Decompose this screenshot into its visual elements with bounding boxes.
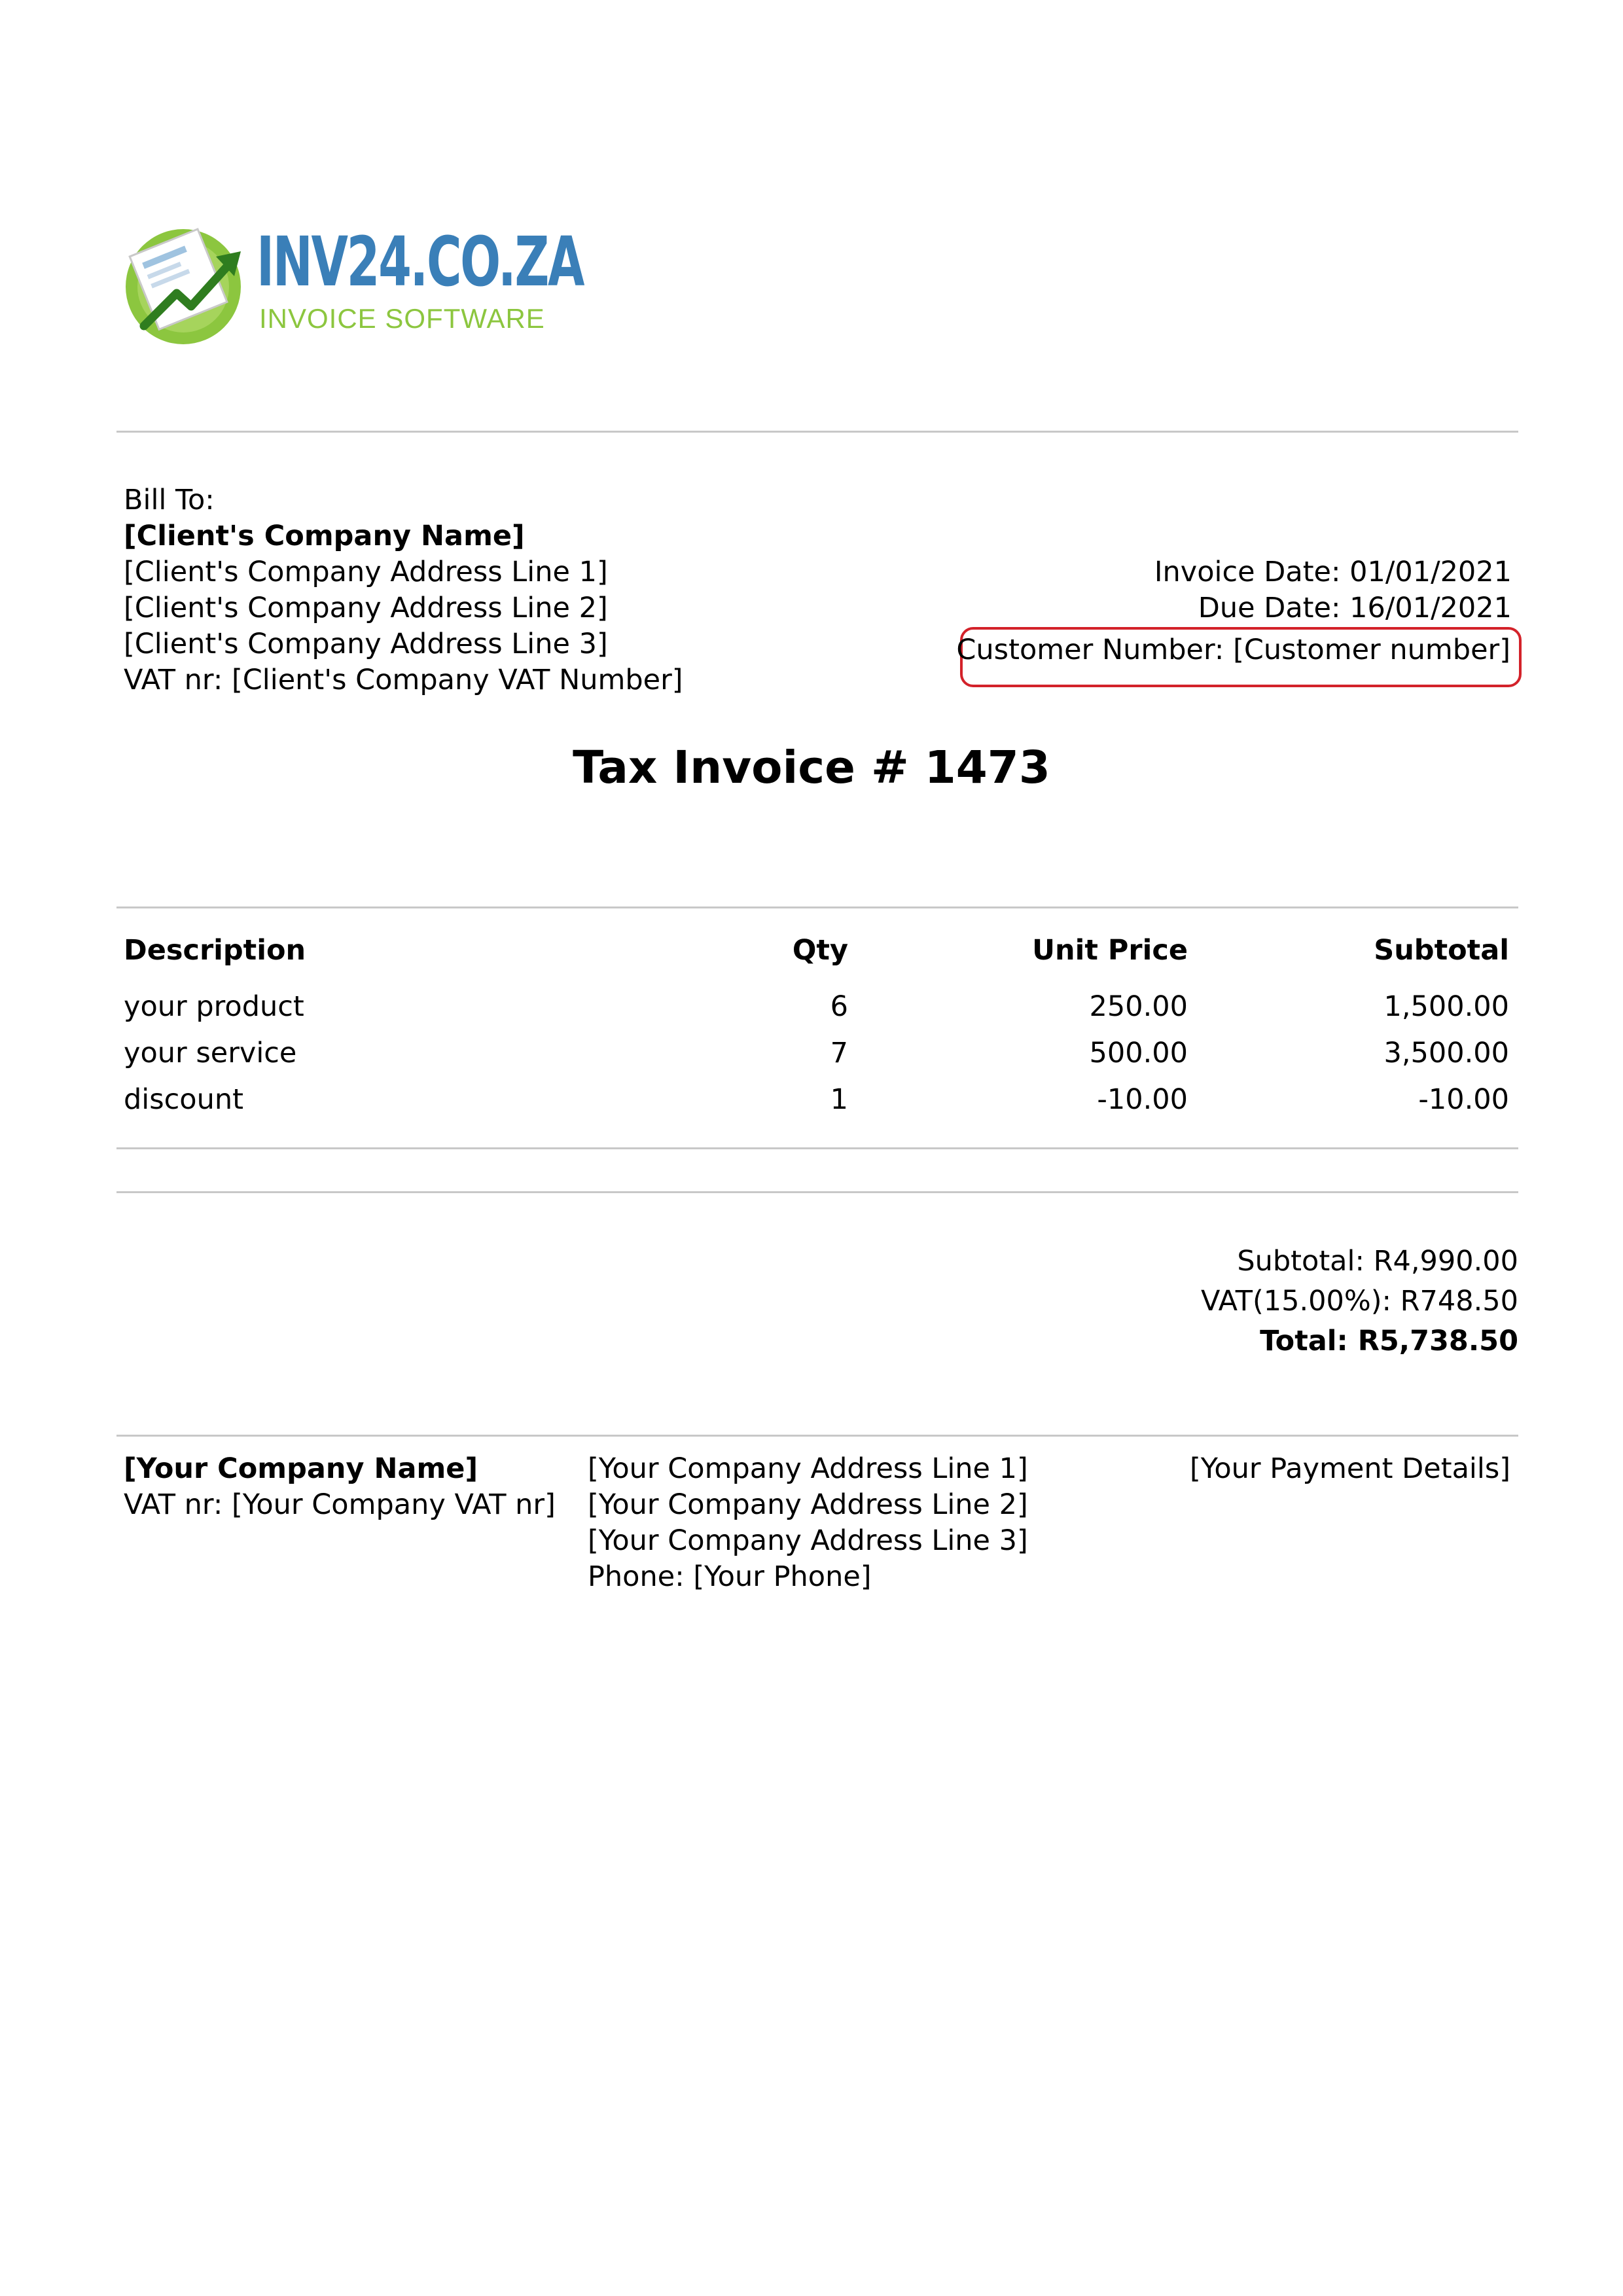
row-unit-price: -10.00 bbox=[1097, 1083, 1188, 1116]
row-subtotal: -10.00 bbox=[1418, 1083, 1509, 1116]
bill-to-block bbox=[124, 482, 683, 698]
logo-tagline: INVOICE SOFTWARE bbox=[259, 303, 545, 334]
your-company-name: [Your Company Name] bbox=[124, 1452, 478, 1485]
header-unit-price: Unit Price bbox=[1032, 934, 1188, 967]
invoice-meta-block bbox=[1154, 554, 1512, 626]
client-vat-number: VAT nr: [Client's Company VAT Number] bbox=[124, 664, 683, 696]
footer-divider bbox=[116, 1435, 1518, 1437]
bill-to-label: Bill To: bbox=[124, 484, 215, 516]
table-row bbox=[124, 1082, 1509, 1128]
your-address-line-2: [Your Company Address Line 2] bbox=[588, 1488, 1028, 1521]
row-description: discount bbox=[124, 1083, 243, 1116]
header-qty: Qty bbox=[792, 934, 848, 967]
totals-divider bbox=[116, 1191, 1518, 1193]
your-address-line-1: [Your Company Address Line 1] bbox=[588, 1452, 1028, 1485]
totals-subtotal: Subtotal: R4,990.00 bbox=[1237, 1245, 1518, 1278]
your-payment-details: [Your Payment Details] bbox=[1189, 1452, 1510, 1485]
logo-brand-text: INV24.CO.ZA bbox=[257, 222, 584, 302]
company-logo bbox=[118, 209, 584, 347]
row-subtotal: 3,500.00 bbox=[1383, 1037, 1509, 1069]
totals-total: Total: R5,738.50 bbox=[1260, 1325, 1518, 1357]
row-description: your product bbox=[124, 990, 304, 1023]
row-unit-price: 500.00 bbox=[1089, 1037, 1188, 1069]
invoice-date: Invoice Date: 01/01/2021 bbox=[1154, 556, 1512, 588]
footer-company-block bbox=[124, 1451, 556, 1523]
client-address-line-2: [Client's Company Address Line 2] bbox=[124, 592, 608, 624]
invoice-arrow-logo-icon bbox=[118, 209, 249, 347]
row-qty: 1 bbox=[830, 1083, 848, 1116]
client-company-name: [Client's Company Name] bbox=[124, 520, 525, 552]
row-subtotal: 1,500.00 bbox=[1383, 990, 1509, 1023]
table-top-divider bbox=[116, 906, 1518, 908]
client-address-line-3: [Client's Company Address Line 3] bbox=[124, 628, 608, 660]
header-subtotal: Subtotal bbox=[1374, 934, 1509, 967]
totals-vat: VAT(15.00%): R748.50 bbox=[1200, 1285, 1518, 1318]
row-qty: 6 bbox=[830, 990, 848, 1023]
footer-payment-block bbox=[1190, 1451, 1510, 1487]
totals-block bbox=[1201, 1242, 1518, 1361]
your-phone: Phone: [Your Phone] bbox=[588, 1560, 872, 1593]
row-description: your service bbox=[124, 1037, 297, 1069]
invoice-title: Tax Invoice # 1473 bbox=[573, 742, 1050, 794]
table-row bbox=[124, 1035, 1509, 1082]
line-items-table bbox=[124, 933, 1509, 1128]
customer-number: Customer Number: [Customer number] bbox=[956, 634, 1510, 666]
row-qty: 7 bbox=[830, 1037, 848, 1069]
table-header-row bbox=[124, 933, 1509, 989]
your-address-line-3: [Your Company Address Line 3] bbox=[588, 1524, 1028, 1557]
client-address-line-1: [Client's Company Address Line 1] bbox=[124, 556, 608, 588]
due-date: Due Date: 16/01/2021 bbox=[1198, 592, 1512, 624]
footer-address-block bbox=[588, 1451, 1028, 1595]
header-divider bbox=[116, 431, 1518, 433]
header-description: Description bbox=[124, 934, 306, 967]
table-bottom-divider bbox=[116, 1147, 1518, 1149]
your-company-vat: VAT nr: [Your Company VAT nr] bbox=[124, 1488, 556, 1521]
table-row bbox=[124, 989, 1509, 1035]
row-unit-price: 250.00 bbox=[1089, 990, 1188, 1023]
